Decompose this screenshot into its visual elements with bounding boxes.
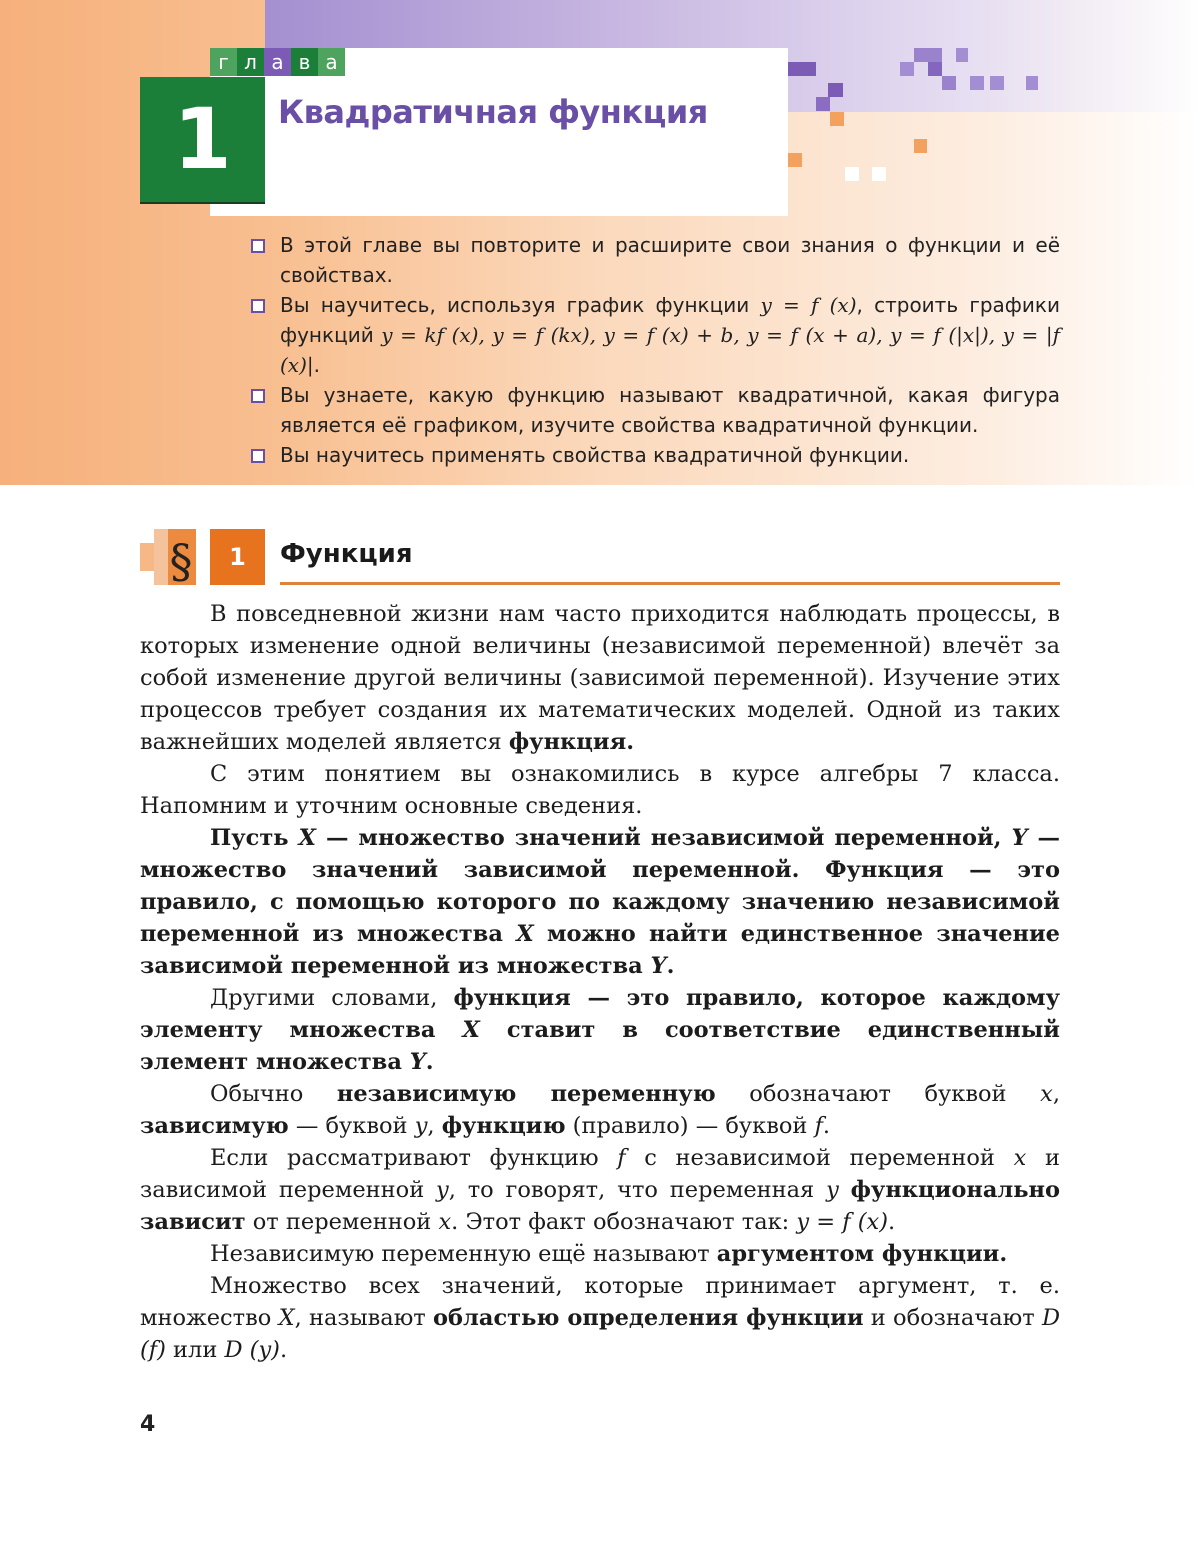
text-run: В этой главе вы повторите и расширите свои знания о функции и её свойствах.: [280, 233, 1060, 287]
math-text-run: x: [1040, 1081, 1053, 1107]
text-run: . Этот факт обозначают так:: [451, 1209, 797, 1235]
text-run: и обозначают: [863, 1305, 1042, 1331]
section-heading: [140, 529, 1060, 587]
text-run: .: [888, 1209, 896, 1235]
math-text-run: y = kf (x), y = f (kx), y = f (x) + b, y = f (x + a), y = f (|x|), y = |f (x)|: [280, 323, 1060, 377]
math-text-run: x: [438, 1209, 452, 1235]
square-bullet-icon: [251, 239, 265, 253]
paragraph: [140, 758, 1060, 822]
bold-text-run: .: [425, 1049, 434, 1075]
bold-text-run: зависимую: [140, 1113, 289, 1139]
section-symbol-icon: [140, 529, 196, 585]
text-run: , строить графики функций: [280, 293, 1060, 347]
text-run: , то говорят, что переменная: [448, 1177, 827, 1203]
bold-text-run: X: [516, 921, 534, 947]
math-text-run: f: [814, 1113, 823, 1139]
paragraph: [140, 1270, 1060, 1366]
text-run: ,: [427, 1113, 442, 1139]
section-underline: [280, 582, 1060, 585]
paragraph: [140, 1078, 1060, 1142]
bold-text-run: Y: [409, 1049, 426, 1075]
text-run: Вы узнаете, какую функцию называют квадратичной, какая фигура является её графиком, изучите свойства квадратичной функции.: [280, 383, 1060, 437]
bold-text-run: можно найти единственное значение зависимой переменной из множества: [140, 921, 1060, 979]
bold-text-run: Y: [1011, 825, 1028, 851]
square-bullet-icon: [251, 449, 265, 463]
square-bullet-icon: [251, 299, 265, 313]
math-text-run: D (f): [140, 1305, 1060, 1363]
text-run: обозначают буквой: [715, 1081, 1041, 1107]
chapter-label-letter: в: [291, 48, 318, 76]
text-run: .: [279, 1337, 288, 1363]
chapter-goal-item: [250, 380, 1060, 440]
paragraph: [140, 982, 1060, 1078]
paragraph: [140, 598, 1060, 758]
paragraph: [140, 1142, 1060, 1238]
text-run: Вы научитесь применять свойства квадратичной функции.: [280, 443, 910, 467]
math-text-run: X: [278, 1305, 295, 1331]
text-run: Другими словами,: [210, 985, 454, 1011]
bold-text-run: X: [462, 1017, 480, 1043]
bold-text-run: независимую переменную: [336, 1081, 716, 1107]
text-run: Множество всех значений, которые принимает аргумент, т. е. множество: [140, 1273, 1060, 1331]
paragraph: [140, 1238, 1060, 1270]
text-run: и зависимой переменной: [140, 1145, 1060, 1203]
bold-text-run: функция — это правило, которое каждому элементу множества: [140, 985, 1060, 1043]
math-text-run: y: [826, 1177, 839, 1203]
bold-text-run: X: [298, 825, 316, 851]
bold-text-run: .: [666, 953, 675, 979]
text-run: Вы научитесь, используя график функции: [280, 293, 761, 317]
text-run: ,: [1052, 1081, 1060, 1107]
bold-text-run: функция.: [508, 729, 635, 755]
bold-text-run: функцию: [441, 1113, 566, 1139]
bold-text-run: Y: [650, 953, 667, 979]
bold-text-run: — множество значений независимой переменной,: [316, 825, 1012, 851]
bold-text-run: ставит в соответствие единственный элемент множества: [140, 1017, 1060, 1075]
math-text-run: f: [617, 1145, 626, 1171]
chapter-label-letter: а: [264, 48, 291, 76]
text-run: от переменной: [245, 1209, 439, 1235]
math-text-run: y: [414, 1113, 428, 1139]
chapter-label-letter: л: [237, 48, 264, 76]
chapter-goals-list: [250, 230, 1060, 470]
math-text-run: y: [436, 1177, 449, 1203]
bold-text-run: аргументом функции.: [716, 1241, 1008, 1267]
page-number: 4: [140, 1412, 156, 1437]
chapter-goal-item: [250, 230, 1060, 290]
chapter-label: [210, 48, 345, 76]
chapter-title: Квадратичная функция: [278, 93, 708, 131]
chapter-label-letter: а: [318, 48, 345, 76]
paragraph: [140, 822, 1060, 982]
chapter-goal-item: [250, 440, 1060, 470]
bold-text-run: — множество значений зависимой переменной. Функция — это правило, с помощью которого по каждому значению независимой переменной из множества: [140, 825, 1060, 947]
text-run: Обычно: [210, 1081, 337, 1107]
math-text-run: D (y): [224, 1337, 280, 1363]
chapter-label-letter: г: [210, 48, 237, 76]
text-run: С этим понятием вы ознакомились в курсе алгебры 7 класса. Напомним и уточним основные сведения.: [140, 761, 1060, 819]
text-run: с независимой переменной: [625, 1145, 1014, 1171]
text-run: В повседневной жизни нам часто приходится наблюдать процессы, в которых изменение одной величины (независимой переменной) влечёт за собой изменение другой величины (зависимой переменной). Изучение этих процессов требует создания их математических моделей. Одной из таких важнейших моделей является: [140, 601, 1060, 755]
text-run: Независимую переменную ещё называют: [210, 1241, 717, 1267]
chapter-number: 1: [140, 77, 265, 204]
text-run: .: [822, 1113, 831, 1139]
text-run: Если рассматривают функцию: [210, 1145, 618, 1171]
chapter-goal-item: [250, 290, 1060, 380]
math-text-run: y = f (x): [760, 293, 857, 317]
text-run: [839, 1177, 851, 1203]
text-run: или: [165, 1337, 225, 1363]
bold-text-run: функционально зависит: [140, 1177, 1061, 1235]
text-run: , называют: [294, 1305, 433, 1331]
text-run: (правило) — буквой: [565, 1113, 815, 1139]
text-run: — буквой: [288, 1113, 415, 1139]
section-symbol: §: [169, 534, 193, 585]
bold-text-run: Пусть: [210, 825, 299, 851]
math-text-run: y = f (x): [796, 1209, 888, 1235]
square-bullet-icon: [251, 389, 265, 403]
math-text-run: x: [1013, 1145, 1027, 1171]
section-body: [140, 598, 1060, 1366]
text-run: .: [313, 353, 320, 377]
section-title: Функция: [280, 539, 413, 569]
section-number: 1: [210, 529, 265, 585]
bold-text-run: областью определения функции: [432, 1305, 864, 1331]
